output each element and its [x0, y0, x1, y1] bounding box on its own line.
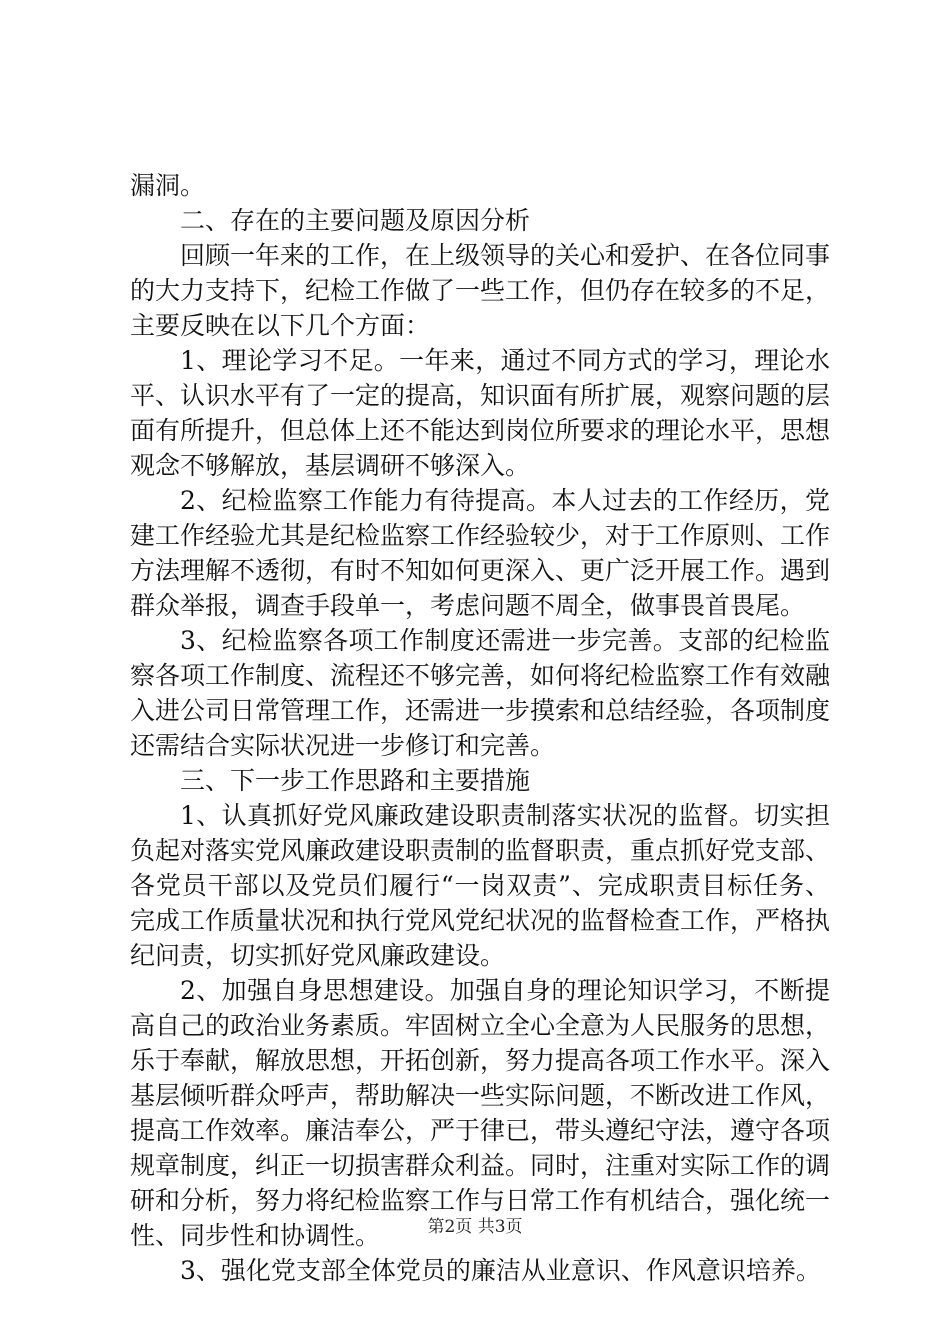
paragraph-problem-3: 3、纪检监察各项工作制度还需进一步完善。支部的纪检监察各项工作制度、流程还不够完善，如何将纪检监察工作有效融入进公司日常管理工作，还需进一步摸索和总结经验，各项制度还需结合实际状况进一步修订和完善。 [130, 626, 831, 760]
paragraph-review: 回顾一年来的工作，在上级领导的关心和爱护、在各位同事的大力支持下，纪检工作做了一些工作，但仍存在较多的不足，主要反映在以下几个方面： [130, 241, 831, 340]
paragraph-measure-2: 2、加强自身思想建设。加强自身的理论知识学习，不断提高自己的政治业务素质。牢固树立全心全意为人民服务的思想，乐于奉献，解放思想，开拓创新，努力提高各项工作水平。深入基层倾听群众呼声，帮助解决一些实际问题，不断改进工作风，提高工作效率。廉洁奉公，严于律已，带头遵纪守法，遵守各项规章制度，纠正一切损害群众利益。同时，注重对实际工作的调研和分析，努力将纪检监察工作与日常工作有机结合，强化统一性、同步性和协调性。 [130, 976, 831, 1250]
paragraph-continuation: 漏洞。 [130, 171, 206, 200]
paragraph-measure-1: 1、认真抓好党风廉政建设职责制落实状况的监督。切实担负起对落实党风廉政建设职责制的监督职责，重点抓好党支部、各党员干部以及党员们履行“一岗双责”、完成职责目标任务、完成工作质量状况和执行党风党纪状况的监督检查工作，严格执纪问责，切实抓好党风廉政建设。 [130, 801, 831, 970]
paragraph-measure-3: 3、强化党支部全体党员的廉洁从业意识、作风意识培养。 [180, 1256, 821, 1285]
paragraph-problem-2: 2、纪检监察工作能力有待提高。本人过去的工作经历，党建工作经验尤其是纪检监察工作经验较少，对于工作原则、工作方法理解不透彻，有时不知如何更深入、更广泛开展工作。遇到群众举报，调查手段单一，考虑问题不周全，做事畏首畏尾。 [130, 486, 831, 620]
document-body [130, 168, 830, 1288]
section-heading-problems: 二、存在的主要问题及原因分析 [180, 206, 531, 235]
section-heading-next-steps: 三、下一步工作思路和主要措施 [180, 766, 531, 795]
paragraph-problem-1: 1、理论学习不足。一年来，通过不同方式的学习，理论水平、认识水平有了一定的提高，知识面有所扩展，观察问题的层面有所提升，但总体上还不能达到岗位所要求的理论水平，思想观念不够解放，基层调研不够深入。 [130, 346, 831, 480]
page-number-footer: 第2页 共3页 [427, 1217, 523, 1237]
